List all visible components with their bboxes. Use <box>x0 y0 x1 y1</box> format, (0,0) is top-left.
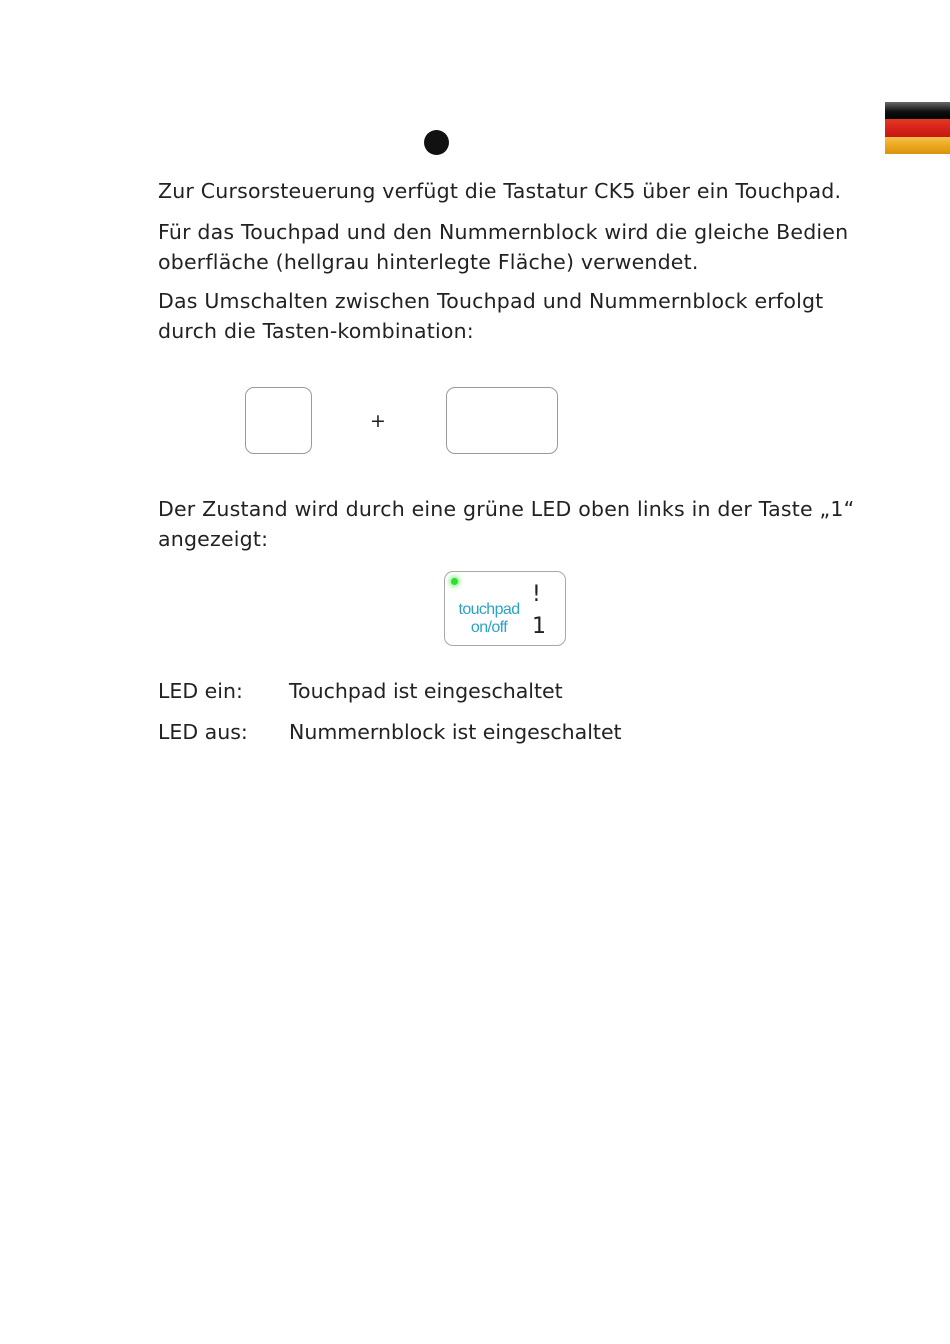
flag-stripe-red <box>885 119 950 136</box>
key-shift-glyph: ! <box>532 582 541 607</box>
intro-paragraph: Zur Cursorsteuerung verfügt die Tastatur CK5 über ein Touchpad. <box>158 179 842 203</box>
wide-key-icon <box>446 387 558 454</box>
green-led-icon <box>451 578 458 585</box>
flag-stripe-black <box>885 102 950 119</box>
led-on-desc: Touchpad ist eingeschaltet <box>289 679 563 703</box>
surface-paragraph: Für das Touchpad und den Nummernblock wird die gleiche Bedien oberfläche (hellgrau hinterlegte Fläche) verwendet. <box>158 220 849 274</box>
function-key-icon <box>245 387 312 454</box>
flag-stripe-gold <box>885 137 950 154</box>
combo-plus-sign: + <box>370 410 386 432</box>
led-off-term: LED aus: <box>158 720 248 744</box>
touchpad-toggle-key-icon <box>444 571 566 646</box>
section-bullet-icon <box>424 130 449 155</box>
switching-paragraph: Das Umschalten zwischen Touchpad und Nummernblock erfolgt durch die Tasten-kombination: <box>158 289 824 343</box>
state-paragraph: Der Zustand wird durch eine grüne LED oben links in der Taste „1“ angezeigt: <box>158 497 855 551</box>
led-on-term: LED ein: <box>158 679 243 703</box>
key-main-glyph: 1 <box>532 614 546 639</box>
german-flag-icon <box>885 102 950 154</box>
touchpad-key-label: touchpad on/off <box>458 601 520 636</box>
led-off-desc: Nummernblock ist eingeschaltet <box>289 720 622 744</box>
